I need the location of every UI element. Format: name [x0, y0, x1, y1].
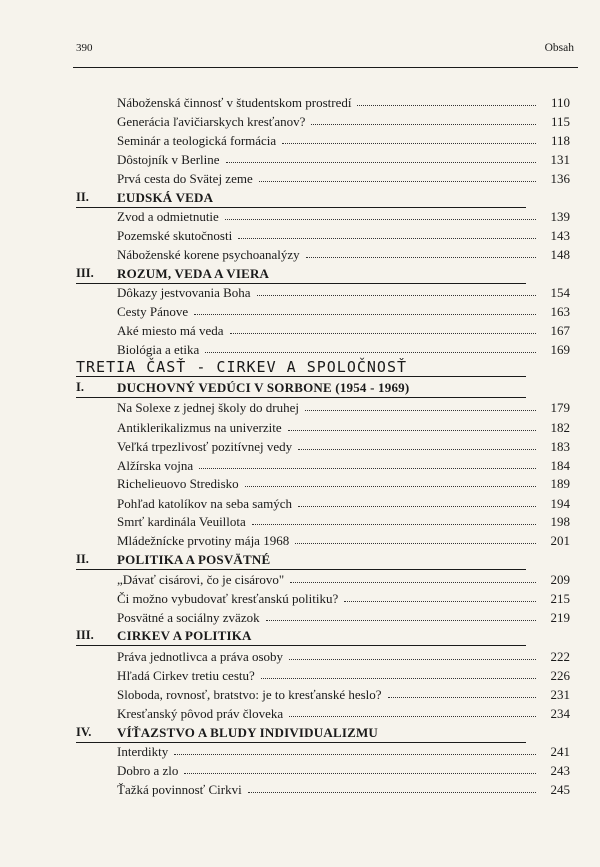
- toc-entry: [0, 742, 600, 761]
- toc-entry: [0, 647, 600, 666]
- toc-entry: [0, 494, 600, 513]
- dot-leader: [388, 697, 536, 698]
- dot-leader: [305, 410, 536, 411]
- chapter-title: ĽUDSKÁ VEDA: [117, 190, 214, 205]
- dot-leader: [289, 659, 536, 660]
- chapter-number: II.: [76, 190, 89, 204]
- entry-title: Seminár a teologická formácia: [117, 133, 277, 148]
- toc-entry: [0, 531, 600, 550]
- chapter-title: POLITIKA A POSVÄTNÉ: [117, 552, 271, 567]
- part-heading: TRETIA ČASŤ - CIRKEV A SPOLOČNOSŤ: [76, 358, 408, 376]
- entry-title: Náboženská činnosť v študentskom prostredí: [117, 95, 352, 110]
- dot-leader: [298, 449, 536, 450]
- toc-entry: [0, 226, 600, 245]
- dot-leader: [238, 238, 536, 239]
- toc-entry: [0, 150, 600, 169]
- entry-page-number: 139: [550, 209, 570, 224]
- dot-leader: [245, 486, 536, 487]
- dot-leader: [174, 754, 536, 755]
- entry-title: Posvätné a sociálny zväzok: [117, 610, 260, 625]
- entry-title: Alžírska vojna: [117, 458, 194, 473]
- entry-page-number: 189: [550, 476, 570, 491]
- chapter-number: IV.: [76, 725, 92, 739]
- chapter-heading: [76, 264, 526, 284]
- toc-entry: [0, 131, 600, 150]
- entry-title: Či možno vybudovať kresťanskú politiku?: [117, 591, 339, 606]
- entry-title: Na Solexe z jednej školy do druhej: [117, 400, 299, 415]
- entry-title: Generácia ľavičiarskych kresťanov?: [117, 114, 306, 129]
- entry-title: Smrť kardinála Veuillota: [117, 514, 246, 529]
- dot-leader: [225, 219, 536, 220]
- entry-page-number: 148: [550, 247, 570, 262]
- dot-leader: [289, 716, 536, 717]
- entry-page-number: 163: [550, 304, 570, 319]
- entry-title: Náboženské korene psychoanalýzy: [117, 247, 300, 262]
- dot-leader: [261, 678, 536, 679]
- chapter-title: VÍŤAZSTVO A BLUDY INDIVIDUALIZMU: [117, 725, 379, 740]
- entry-title: Dôstojník v Berline: [117, 152, 220, 167]
- entry-page-number: 201: [550, 533, 570, 548]
- toc-entry: [0, 302, 600, 321]
- chapter-number: II.: [76, 552, 89, 566]
- entry-title: Ťažká povinnosť Cirkvi: [117, 782, 242, 797]
- dot-leader: [282, 143, 536, 144]
- entry-page-number: 219: [550, 610, 570, 625]
- chapter-title: CIRKEV A POLITIKA: [117, 628, 252, 643]
- toc-entry: [0, 169, 600, 188]
- chapter-heading: [76, 550, 526, 570]
- entry-page-number: 234: [550, 706, 570, 721]
- entry-title: Pohľad katolíkov na seba samých: [117, 496, 292, 511]
- dot-leader: [290, 582, 536, 583]
- toc-entry: [0, 207, 600, 226]
- toc-entry: [0, 780, 600, 799]
- entry-page-number: 110: [550, 95, 570, 110]
- entry-page-number: 241: [550, 744, 570, 759]
- entry-title: Dobro a zlo: [117, 763, 179, 778]
- entry-title: Veľká trpezlivosť pozitívnej vedy: [117, 439, 293, 454]
- entry-title: „Dávať cisárovi, čo je cisárovo": [117, 572, 285, 587]
- entry-title: Prvá cesta do Svätej zeme: [117, 171, 253, 186]
- dot-leader: [298, 506, 536, 507]
- toc-entry: [0, 474, 600, 493]
- toc-entry: [0, 685, 600, 704]
- chapter-number: III.: [76, 266, 94, 280]
- entry-title: Hľadá Cirkev tretiu cestu?: [117, 668, 255, 683]
- chapter-heading: [76, 723, 526, 743]
- entry-page-number: 215: [550, 591, 570, 606]
- dot-leader: [226, 162, 536, 163]
- entry-page-number: 183: [550, 439, 570, 454]
- toc-entry: [0, 418, 600, 437]
- entry-title: Antiklerikalizmus na univerzite: [117, 420, 282, 435]
- entry-page-number: 118: [550, 133, 570, 148]
- entry-title: Zvod a odmietnutie: [117, 209, 219, 224]
- entry-page-number: 194: [550, 496, 570, 511]
- dot-leader: [184, 773, 536, 774]
- entry-page-number: 143: [550, 228, 570, 243]
- entry-title: Richelieuovo Stredisko: [117, 476, 239, 491]
- dot-leader: [306, 257, 536, 258]
- toc-entry: [0, 761, 600, 780]
- chapter-heading: [76, 188, 526, 208]
- entry-page-number: 179: [550, 400, 570, 415]
- chapter-heading: [76, 626, 526, 646]
- entry-page-number: 131: [550, 152, 570, 167]
- entry-page-number: 222: [550, 649, 570, 664]
- dot-leader: [311, 124, 536, 125]
- entry-title: Interdikty: [117, 744, 169, 759]
- entry-page-number: 136: [550, 171, 570, 186]
- toc-entry: [0, 437, 600, 456]
- entry-title: Práva jednotlivca a práva osoby: [117, 649, 284, 664]
- entry-page-number: 115: [550, 114, 570, 129]
- toc-entry: [0, 608, 600, 627]
- toc-entry: [0, 93, 600, 112]
- entry-title: Dôkazy jestvovania Boha: [117, 285, 251, 300]
- chapter-title: ROZUM, VEDA A VIERA: [117, 266, 270, 281]
- toc-entry: [0, 704, 600, 723]
- toc-entry: [0, 245, 600, 264]
- dot-leader: [252, 524, 536, 525]
- entry-page-number: 182: [550, 420, 570, 435]
- entry-page-number: 209: [550, 572, 570, 587]
- dot-leader: [230, 333, 537, 334]
- dot-leader: [357, 105, 536, 106]
- toc-entry: [0, 283, 600, 302]
- header-rule: [73, 67, 578, 68]
- dot-leader: [248, 792, 536, 793]
- toc-entry: [0, 398, 600, 417]
- dot-leader: [259, 181, 536, 182]
- entry-title: Kresťanský pôvod práv človeka: [117, 706, 284, 721]
- entry-title: Sloboda, rovnosť, bratstvo: je to kresťanské heslo?: [117, 687, 382, 702]
- toc-entry: [0, 340, 600, 359]
- toc-entry: [0, 456, 600, 475]
- entry-title: Biológia a etika: [117, 342, 200, 357]
- entry-page-number: 154: [550, 285, 570, 300]
- toc-entry: [0, 589, 600, 608]
- dot-leader: [344, 601, 536, 602]
- dot-leader: [266, 620, 536, 621]
- dot-leader: [295, 543, 536, 544]
- entry-title: Aké miesto má veda: [117, 323, 224, 338]
- entry-page-number: 231: [550, 687, 570, 702]
- dot-leader: [288, 430, 536, 431]
- entry-title: Cesty Pánove: [117, 304, 189, 319]
- page-number: 390: [76, 42, 93, 54]
- entry-page-number: 198: [550, 514, 570, 529]
- chapter-title: DUCHOVNÝ VEDÚCI V SORBONE (1954 - 1969): [117, 380, 410, 395]
- dot-leader: [199, 468, 536, 469]
- chapter-heading: [76, 378, 526, 398]
- dot-leader: [257, 295, 536, 296]
- chapter-number: I.: [76, 380, 84, 394]
- chapter-number: III.: [76, 628, 94, 642]
- entry-page-number: 245: [550, 782, 570, 797]
- toc-entry: [0, 112, 600, 131]
- toc-entry: [0, 321, 600, 340]
- toc-entry: [0, 570, 600, 589]
- dot-leader: [205, 352, 536, 353]
- entry-page-number: 169: [550, 342, 570, 357]
- entry-page-number: 184: [550, 458, 570, 473]
- entry-page-number: 167: [550, 323, 570, 338]
- entry-title: Mládežnícke prvotiny mája 1968: [117, 533, 290, 548]
- dot-leader: [194, 314, 536, 315]
- entry-page-number: 243: [550, 763, 570, 778]
- running-head: Obsah: [544, 42, 574, 54]
- toc-entry: [0, 666, 600, 685]
- entry-title: Pozemské skutočnosti: [117, 228, 233, 243]
- part-rule: [76, 376, 526, 377]
- entry-page-number: 226: [550, 668, 570, 683]
- toc-entry: [0, 512, 600, 531]
